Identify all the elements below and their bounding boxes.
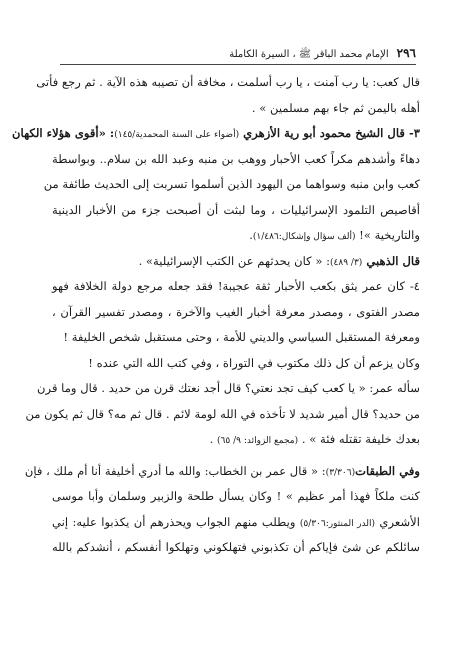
- text-line: [52, 198, 420, 224]
- text-segment: أقاصيص التلمود الإسرائيليات ، وما لبثت أن أصبحت جزء من الأخبار الدينية: [52, 202, 420, 217]
- page-number: ٢٩٦: [396, 46, 416, 60]
- text-segment: : « قال عمر بن الخطاب: والله ما أدري أخليفة أنا أم ملك ، فإن: [24, 463, 326, 478]
- text-segment: من حديد؟ قال أمير شديد لا تأخذه في الله لومة لائم . قال ثم مه؟ قال ثم يكون من: [25, 406, 420, 421]
- text-segment: سأله عمر: « يا كعب كيف تجد نعتي؟ قال أجد نعتك قرن من حديد . قال وما قرن: [37, 381, 420, 395]
- text-segment: : «أقوى هؤلاء الكهان: [12, 126, 115, 140]
- text-line: [52, 249, 420, 275]
- text-line: [52, 147, 420, 173]
- text-segment: قال الذهبي: [362, 253, 420, 268]
- text-segment: أهله باليمن ثم جاء بهم مسلمين » .: [251, 100, 420, 115]
- text-line: [52, 223, 420, 249]
- text-segment: ٤- كان عمر يثق بكعب الأحبار ثقة عجيبة! فقد جعله مرجع دولة الخلافة فهو: [52, 279, 420, 293]
- text-segment: مصدر الفتوى ، ومصدر معرفة أخبار الغيب والآخرة ، ومصدر تفسير القرآن ،: [52, 304, 420, 319]
- text-segment: ومعرفة المستقبل السياسي والديني للأمة ، وحتى مستقبل شخص الخليفة !: [63, 330, 420, 344]
- citation: (مجمع الزوائد: ٩/ ٦٥): [217, 436, 299, 446]
- text-line: [12, 121, 420, 147]
- text-line: [52, 535, 420, 561]
- text-line: [52, 325, 420, 351]
- text-segment: .: [209, 432, 218, 446]
- text-line: [52, 300, 420, 326]
- text-segment: الأشعري: [375, 514, 420, 529]
- text-segment: كعب وابن منبه وسواهما من اليهود الذين أسلموا تسربت إلى الحديث طائفة من: [43, 177, 420, 191]
- text-line: [52, 484, 420, 510]
- text-line: [25, 402, 420, 428]
- text-segment: وفي الطبقات: [355, 463, 420, 478]
- citation: (أضواء على السنة المحمدية/١٤٥): [114, 130, 240, 140]
- citation: (الدر المنثور:٥/٣٠٦): [299, 518, 376, 529]
- text-line: [43, 172, 420, 198]
- text-line: [52, 510, 420, 536]
- citation: (ألف سؤال وإشكال:١/٤٨٦): [252, 232, 356, 242]
- text-line: [52, 351, 420, 377]
- text-line: [52, 274, 420, 300]
- text-segment: كنت ملكاً فهذا أمر عظيم » ! وكان يسأل طلحة والزبير وسلمان وأبا موسى: [52, 489, 420, 503]
- running-title: الإمام محمد الباقر ﷺ ، السيرة الكاملة: [229, 49, 389, 60]
- text-segment: .: [249, 228, 253, 242]
- text-line: [52, 427, 420, 453]
- body-text: [12, 70, 420, 561]
- text-segment: وكان يزعم أن كل ذلك مكتوب في التوراة ، وفي كتب الله التي عنده !: [88, 355, 420, 370]
- text-segment: ٣- قال الشيخ محمود أبو رية الأزهري: [239, 126, 420, 140]
- text-segment: والتاريخية »!: [355, 228, 420, 242]
- citation: (٣/٣٠٦): [325, 467, 356, 478]
- text-line: [36, 70, 420, 96]
- text-line: [52, 96, 420, 122]
- text-segment: : « كان يحدثهم عن الكتب الإسرائيلية» .: [138, 253, 331, 268]
- text-segment: قال كعب: يا رب آمنت ، يا رب أسلمت ، مخافة أن تصيبه هذه الآية . ثم رجع فأتى: [36, 75, 420, 89]
- citation: (٣/ ٤٨٩): [330, 257, 363, 268]
- text-segment: دهاءً وأشدهم مكراً كعب الأحبار ووهب بن منبه وعبد الله بن سلام.. وبواسطة: [52, 151, 420, 166]
- text-segment: بعدك خليفة تقتله فئة » .: [298, 432, 420, 446]
- text-segment: ويطلب منهم الجواب ويحذرهم أن يكذبوا عليه: إني: [52, 514, 300, 529]
- text-segment: سائلكم عن شئ فإياكم أن تكذبوني فتهلكوني وتهلكوا أنفسكم ، أنشدكم بالله: [52, 540, 420, 554]
- header-rule: [60, 64, 416, 65]
- text-line: [24, 459, 420, 485]
- text-line: [37, 376, 420, 402]
- running-header: [60, 46, 416, 62]
